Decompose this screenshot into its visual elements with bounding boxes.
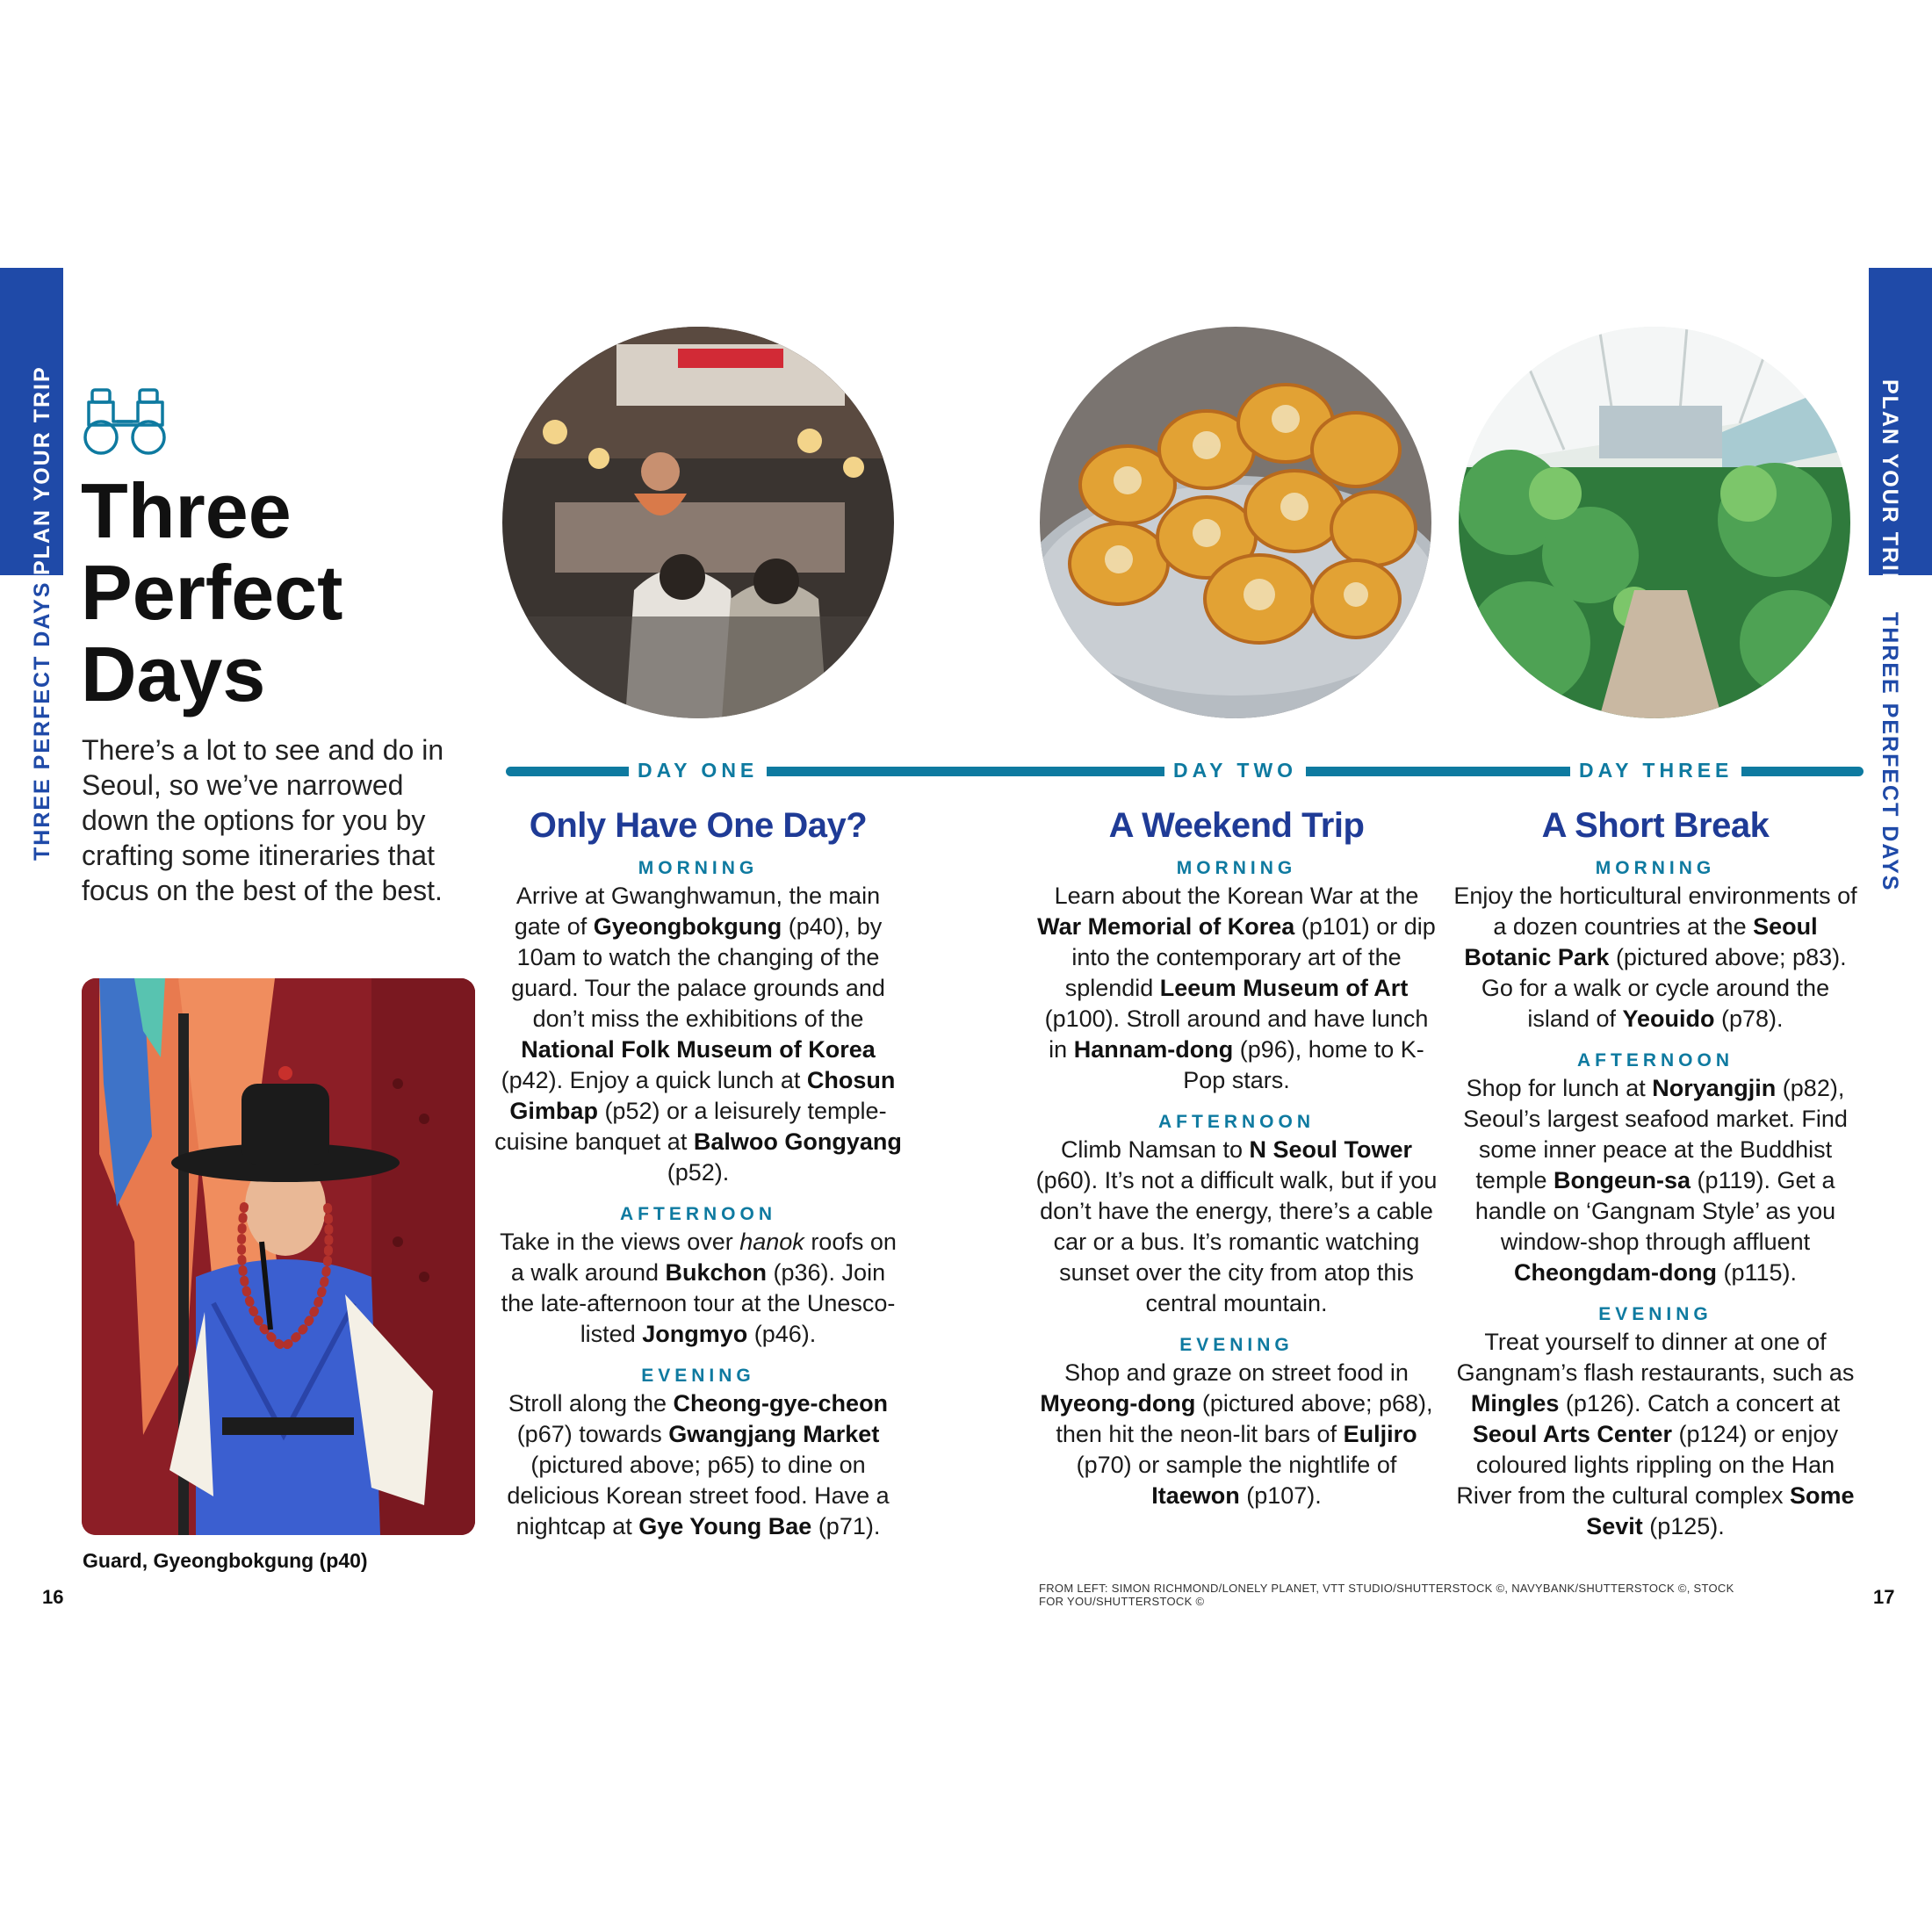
guard-photo xyxy=(82,978,475,1535)
day-heading: A Short Break xyxy=(1541,806,1770,845)
place-name: Noryangjin xyxy=(1652,1075,1777,1101)
place-name: War Memorial of Korea xyxy=(1037,913,1295,940)
market-photo xyxy=(502,327,894,718)
time-of-day-label: MORNING xyxy=(638,858,759,878)
photo-caption: Guard, Gyeongbokgung (p40) xyxy=(83,1549,368,1572)
time-of-day-label: AFTERNOON xyxy=(620,1204,776,1224)
place-name: Gye Young Bae xyxy=(638,1513,812,1539)
time-of-day-label: AFTERNOON xyxy=(1158,1112,1315,1132)
day-two-column xyxy=(1034,806,1438,1527)
place-name: Gwangjang Market xyxy=(668,1421,880,1447)
itinerary-paragraph: Shop for lunch at Noryangjin (p82), Seoul’s largest seafood market. Find some inner peace at the Buddhist temple Bongeun-sa (p119). Get a handle on ‘Gangnam Style’ as you window-shop through affluent Cheongdam-dong (p115). xyxy=(1463,1075,1848,1286)
place-name: Bukchon xyxy=(665,1259,768,1286)
page-number-right: 17 xyxy=(1873,1586,1895,1608)
title-line: Three xyxy=(81,467,292,554)
place-name: Seoul Arts Center xyxy=(1472,1421,1672,1447)
place-name: Leeum Museum of Art xyxy=(1159,975,1409,1001)
title-line: Perfect xyxy=(81,549,343,636)
itinerary-paragraph: Stroll along the Cheong-gye-cheon (p67) towards Gwangjang Market (pictured above; p65) to dine on delicious Korean street food. Have a nightcap at Gye Young Bae (p71). xyxy=(507,1390,890,1539)
place-name: Euljiro xyxy=(1343,1421,1417,1447)
time-of-day-label: EVENING xyxy=(1179,1335,1294,1355)
place-name: Itaewon xyxy=(1151,1482,1240,1509)
itinerary-paragraph: Treat yourself to dinner at one of Gangnam’s flash restaurants, such as Mingles (p126). Catch a concert at Seoul Arts Center (p124) or enjoy coloured lights rippling on the Han River from the cultural complex Some Sevit (p125). xyxy=(1456,1329,1855,1539)
day-heading: A Weekend Trip xyxy=(1108,806,1365,845)
intro-paragraph: There’s a lot to see and do in Seoul, so we’ve narrowed down the options for you by crafting some itineraries that focus on the best of the best. xyxy=(82,734,444,906)
photo-credit: FROM LEFT: SIMON RICHMOND/LONELY PLANET, VTT STUDIO/SHUTTERSTOCK ©, NAVYBANK/SHUTTERSTOCK ©, STOCK FOR YOU/SHUTTERSTOCK © xyxy=(1039,1582,1734,1608)
day-one-label: DAY ONE xyxy=(629,759,767,782)
place-name: Yeouido xyxy=(1622,1006,1715,1032)
place-name: Chosun Gimbap xyxy=(509,1067,896,1124)
day-three-label: DAY THREE xyxy=(1570,759,1741,782)
itinerary-paragraph: Climb Namsan to N Seoul Tower (p60). It’s not a difficult walk, but if you don’t have the energy, there’s a cable car or a bus. It’s romantic watching sunset over the city from atop this central mountain. xyxy=(1035,1136,1438,1316)
binoculars-icon xyxy=(82,386,169,457)
time-of-day-label: MORNING xyxy=(1176,858,1297,878)
time-of-day-label: EVENING xyxy=(1598,1304,1712,1324)
page-number-left: 16 xyxy=(42,1586,64,1608)
place-name: Mingles xyxy=(1470,1390,1560,1417)
place-name: National Folk Museum of Korea xyxy=(521,1036,876,1063)
street-food-photo xyxy=(1040,327,1431,718)
chapter-tab-right-label: THREE PERFECT DAYS xyxy=(1878,612,1902,892)
section-tab-left-label: PLAN YOUR TRIP xyxy=(30,365,54,575)
place-name: Cheong-gye-cheon xyxy=(673,1390,889,1417)
place-name: Seoul Botanic Park xyxy=(1464,913,1818,970)
day-heading: Only Have One Day? xyxy=(529,806,868,845)
place-name: Hannam-dong xyxy=(1073,1036,1234,1063)
place-name: Some Sevit xyxy=(1586,1482,1855,1539)
chapter-tab-left-label: THREE PERFECT DAYS xyxy=(30,580,54,861)
itinerary-paragraph: Arrive at Gwanghwamun, the main gate of Gyeongbokgung (p40), by 10am to watch the changing of the guard. Tour the palace grounds and don’t miss the exhibitions of the National Folk Museum of Korea (p42). Enjoy a quick lunch at Chosun Gimbap (p52) or a leisurely temple-cuisine banquet at Balwoo Gongyang (p52). xyxy=(494,883,902,1186)
time-of-day-label: EVENING xyxy=(641,1366,755,1386)
title-line: Days xyxy=(81,631,266,717)
page-title xyxy=(81,467,450,717)
day-three-column xyxy=(1453,806,1857,1558)
place-name: Cheongdam-dong xyxy=(1513,1259,1717,1286)
time-of-day-label: MORNING xyxy=(1595,858,1716,878)
place-name: Jongmyo xyxy=(642,1321,748,1347)
day-one-column xyxy=(494,806,903,1558)
day-two-label: DAY TWO xyxy=(1164,759,1306,782)
place-name: Myeong-dong xyxy=(1040,1390,1196,1417)
place-name: N Seoul Tower xyxy=(1249,1136,1413,1163)
place-name: Bongeun-sa xyxy=(1553,1167,1690,1193)
place-name: Gyeongbokgung xyxy=(593,913,782,940)
itinerary-paragraph: Enjoy the horticultural environments of a dozen countries at the Seoul Botanic Park (pictured above; p83). Go for a walk or cycle around the island of Yeouido (p78). xyxy=(1453,883,1857,1032)
place-name: Balwoo Gongyang xyxy=(693,1128,902,1155)
time-of-day-label: AFTERNOON xyxy=(1577,1050,1734,1071)
section-tab-right-label: PLAN YOUR TRIP xyxy=(1878,379,1902,589)
itinerary-paragraph: Shop and graze on street food in Myeong-dong (pictured above; p68), then hit the neon-lit bars of Euljiro (p70) or sample the nightlife of Itaewon (p107). xyxy=(1040,1359,1433,1509)
itinerary-paragraph: Learn about the Korean War at the War Memorial of Korea (p101) or dip into the contemporary art of the splendid Leeum Museum of Art (p100). Stroll around and have lunch in Hannam-dong (p96), home to K-Pop stars. xyxy=(1037,883,1436,1093)
botanic-park-photo xyxy=(1459,327,1850,718)
itinerary-paragraph: Take in the views over hanok roofs on a walk around Bukchon (p36). Join the late-afternoon tour at the Unesco-listed Jongmyo (p46). xyxy=(500,1229,897,1347)
